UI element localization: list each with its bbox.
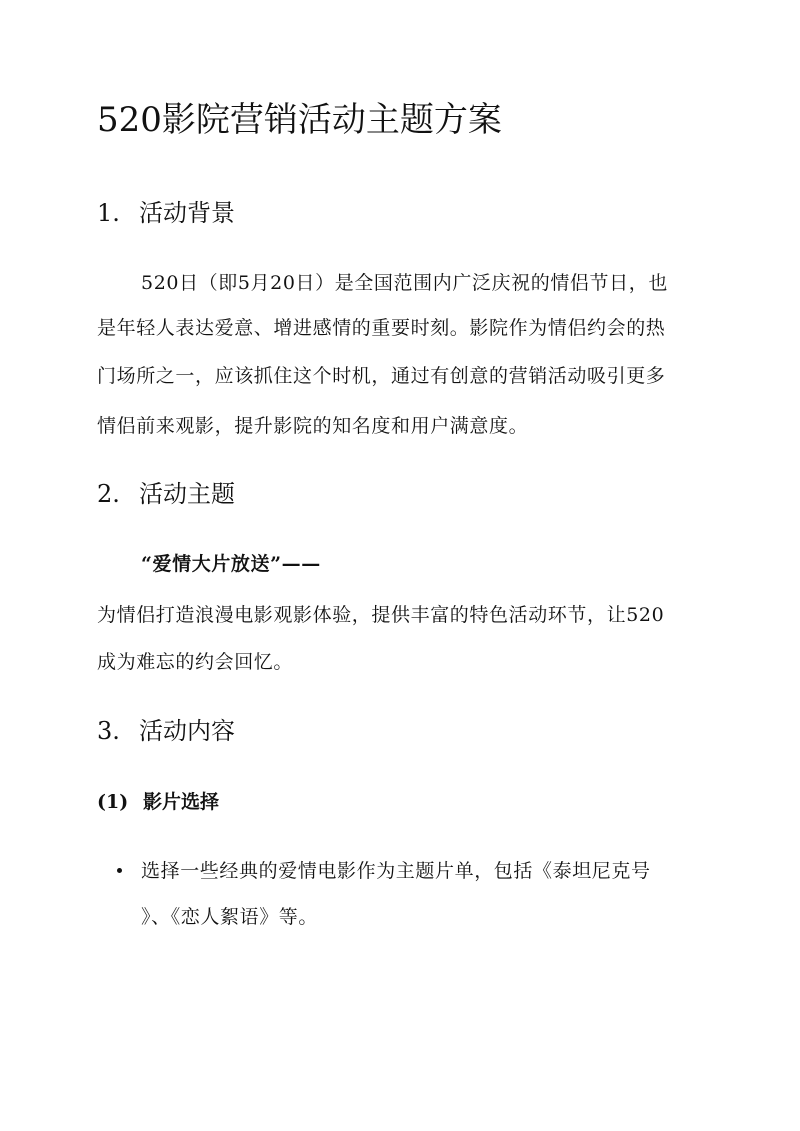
document-title: 520影院营销活动主题方案	[97, 100, 502, 140]
section-heading-background	[97, 196, 235, 230]
subsection-title: 影片选择	[143, 791, 220, 813]
bullet-line: 选择一些经典的爱情电影作为主题片单，包括《泰坦尼克号	[141, 860, 651, 882]
section-heading-content	[97, 714, 235, 748]
paragraph-line: 情侣前来观影，提升影院的知名度和用户满意度。	[97, 415, 529, 437]
paragraph-line: 为情侣打造浪漫电影观影体验，提供丰富的特色活动环节，让520	[97, 604, 665, 626]
section-number: 1.	[97, 199, 120, 227]
section-title: 活动背景	[139, 199, 235, 227]
subsection-heading-film-selection	[97, 787, 219, 817]
paragraph-line: 成为难忘的约会回忆。	[97, 651, 294, 673]
theme-name: “爱情大片放送”——	[141, 553, 321, 575]
section-heading-theme	[97, 477, 235, 511]
paragraph-line: 520日（即5月20日）是全国范围内广泛庆祝的情侣节日，也	[141, 272, 668, 294]
paragraph-line: 门场所之一，应该抓住这个时机，通过有创意的营销活动吸引更多	[97, 365, 666, 387]
paragraph-line: 是年轻人表达爱意、增进感情的重要时刻。影院作为情侣约会的热	[97, 317, 666, 339]
section-number: 2.	[97, 480, 120, 508]
section-title: 活动主题	[139, 480, 235, 508]
bullet-icon	[117, 868, 122, 873]
bullet-line: 》、《恋人絮语》等。	[141, 906, 319, 928]
section-title: 活动内容	[139, 717, 235, 745]
section-number: 3.	[97, 717, 120, 745]
subsection-number: (1)	[97, 791, 129, 813]
